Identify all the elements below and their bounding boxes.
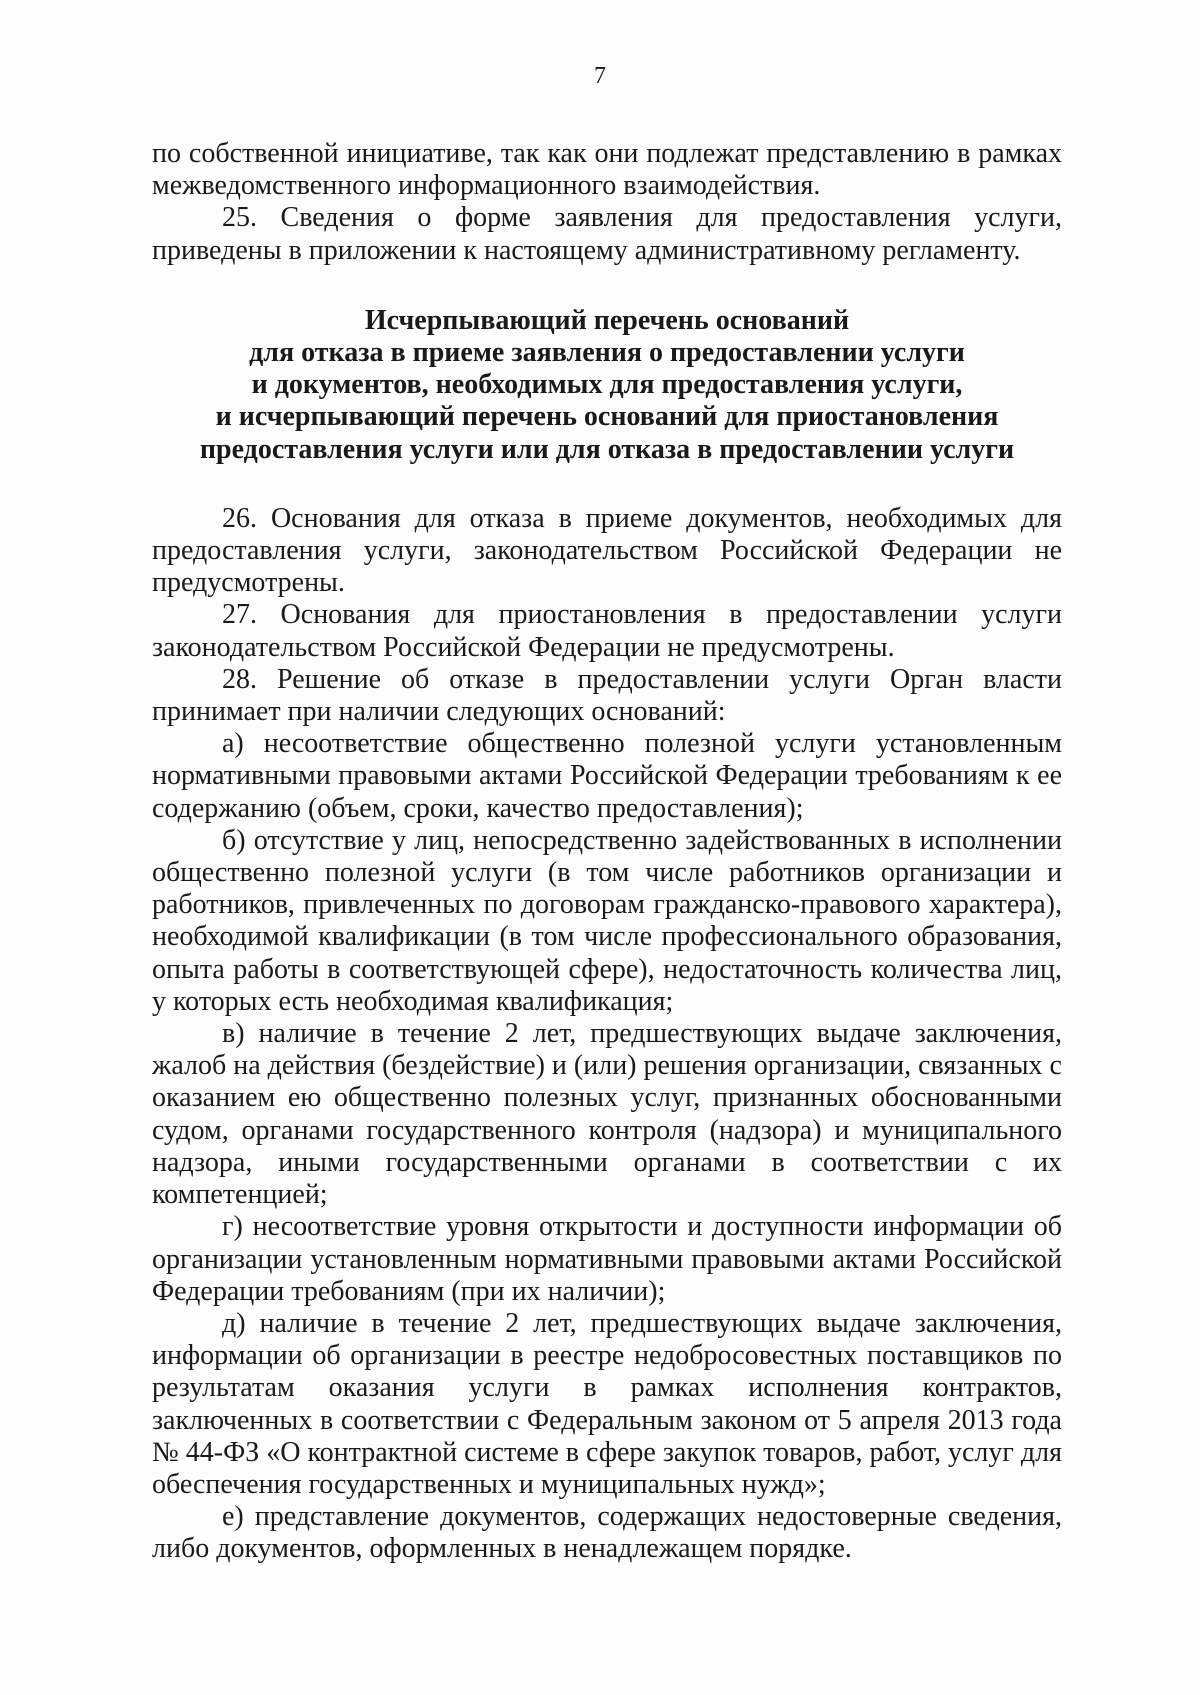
heading-line: Исчерпывающий перечень оснований xyxy=(364,304,850,336)
paragraph-27: 27. Основания для приостановления в предоставлении услуги законодательством Российской Федерации не предусмотрены. xyxy=(152,599,1062,663)
list-item-a: а) несоответствие общественно полезной услуги установленным нормативными правовыми актами Российской Федерации требованиям к ее содержанию (объем, сроки, качество предоставления); xyxy=(152,728,1062,824)
heading-line: предоставления услуги или для отказа в предоставлении услуги xyxy=(199,433,1015,465)
section-heading xyxy=(152,305,1062,466)
list-item-v: в) наличие в течение 2 лет, предшествующих выдаче заключения, жалоб на действия (бездействие) и (или) решения организации, связанных с оказанием ею общественно полезных услуг, признанных обоснованными судом, органами государственного контроля (надзора) и муниципального надзора, иными государственными органами в соответствии с их компетенцией; xyxy=(152,1018,1062,1211)
list-item-b: б) отсутствие у лиц, непосредственно задействованных в исполнении общественно полезной услуги (в том числе работников организации и работников, привлеченных по договорам гражданско-правового характера), необходимой квалификации (в том числе профессионального образования, опыта работы в соответствующей сфере), недостаточность количества лиц, у которых есть необходимая квалификация; xyxy=(152,824,1062,1017)
paragraph-25: 25. Сведения о форме заявления для предоставления услуги, приведены в приложении к настоящему административному регламенту. xyxy=(152,202,1062,266)
list-item-e: е) представление документов, содержащих недостоверные сведения, либо документов, оформленных в ненадлежащем порядке. xyxy=(152,1501,1062,1565)
paragraph-continuation: по собственной инициативе, так как они подлежат представлению в рамках межведомственного информационного взаимодействия. xyxy=(152,138,1062,202)
page-content xyxy=(152,138,1062,1566)
paragraph-28: 28. Решение об отказе в предоставлении услуги Орган власти принимает при наличии следующих оснований: xyxy=(152,663,1062,728)
paragraph-26: 26. Основания для отказа в приеме документов, необходимых для предоставления услуги, законодательством Российской Федерации не предусмотрены. xyxy=(152,502,1062,599)
list-item-d: д) наличие в течение 2 лет, предшествующих выдаче заключения, информации об организации в реестре недобросовестных поставщиков по результатам оказания услуги в рамках исполнения контрактов, заключенных в соответствии с Федеральным законом от 5 апреля 2013 года № 44-ФЗ «О контрактной системе в сфере закупок товаров, работ, услуг для обеспечения государственных и муниципальных нужд»; xyxy=(152,1307,1062,1500)
heading-line: для отказа в приеме заявления о предоставлении услуги xyxy=(249,337,965,369)
list-item-g: г) несоответствие уровня открытости и доступности информации об организации установленным нормативными правовыми актами Российской Федерации требованиям (при их наличии); xyxy=(152,1211,1062,1307)
heading-line: и документов, необходимых для предоставления услуги, xyxy=(251,369,963,401)
page-number: 7 xyxy=(594,63,606,89)
heading-line: и исчерпывающий перечень оснований для приостановления xyxy=(215,401,999,433)
